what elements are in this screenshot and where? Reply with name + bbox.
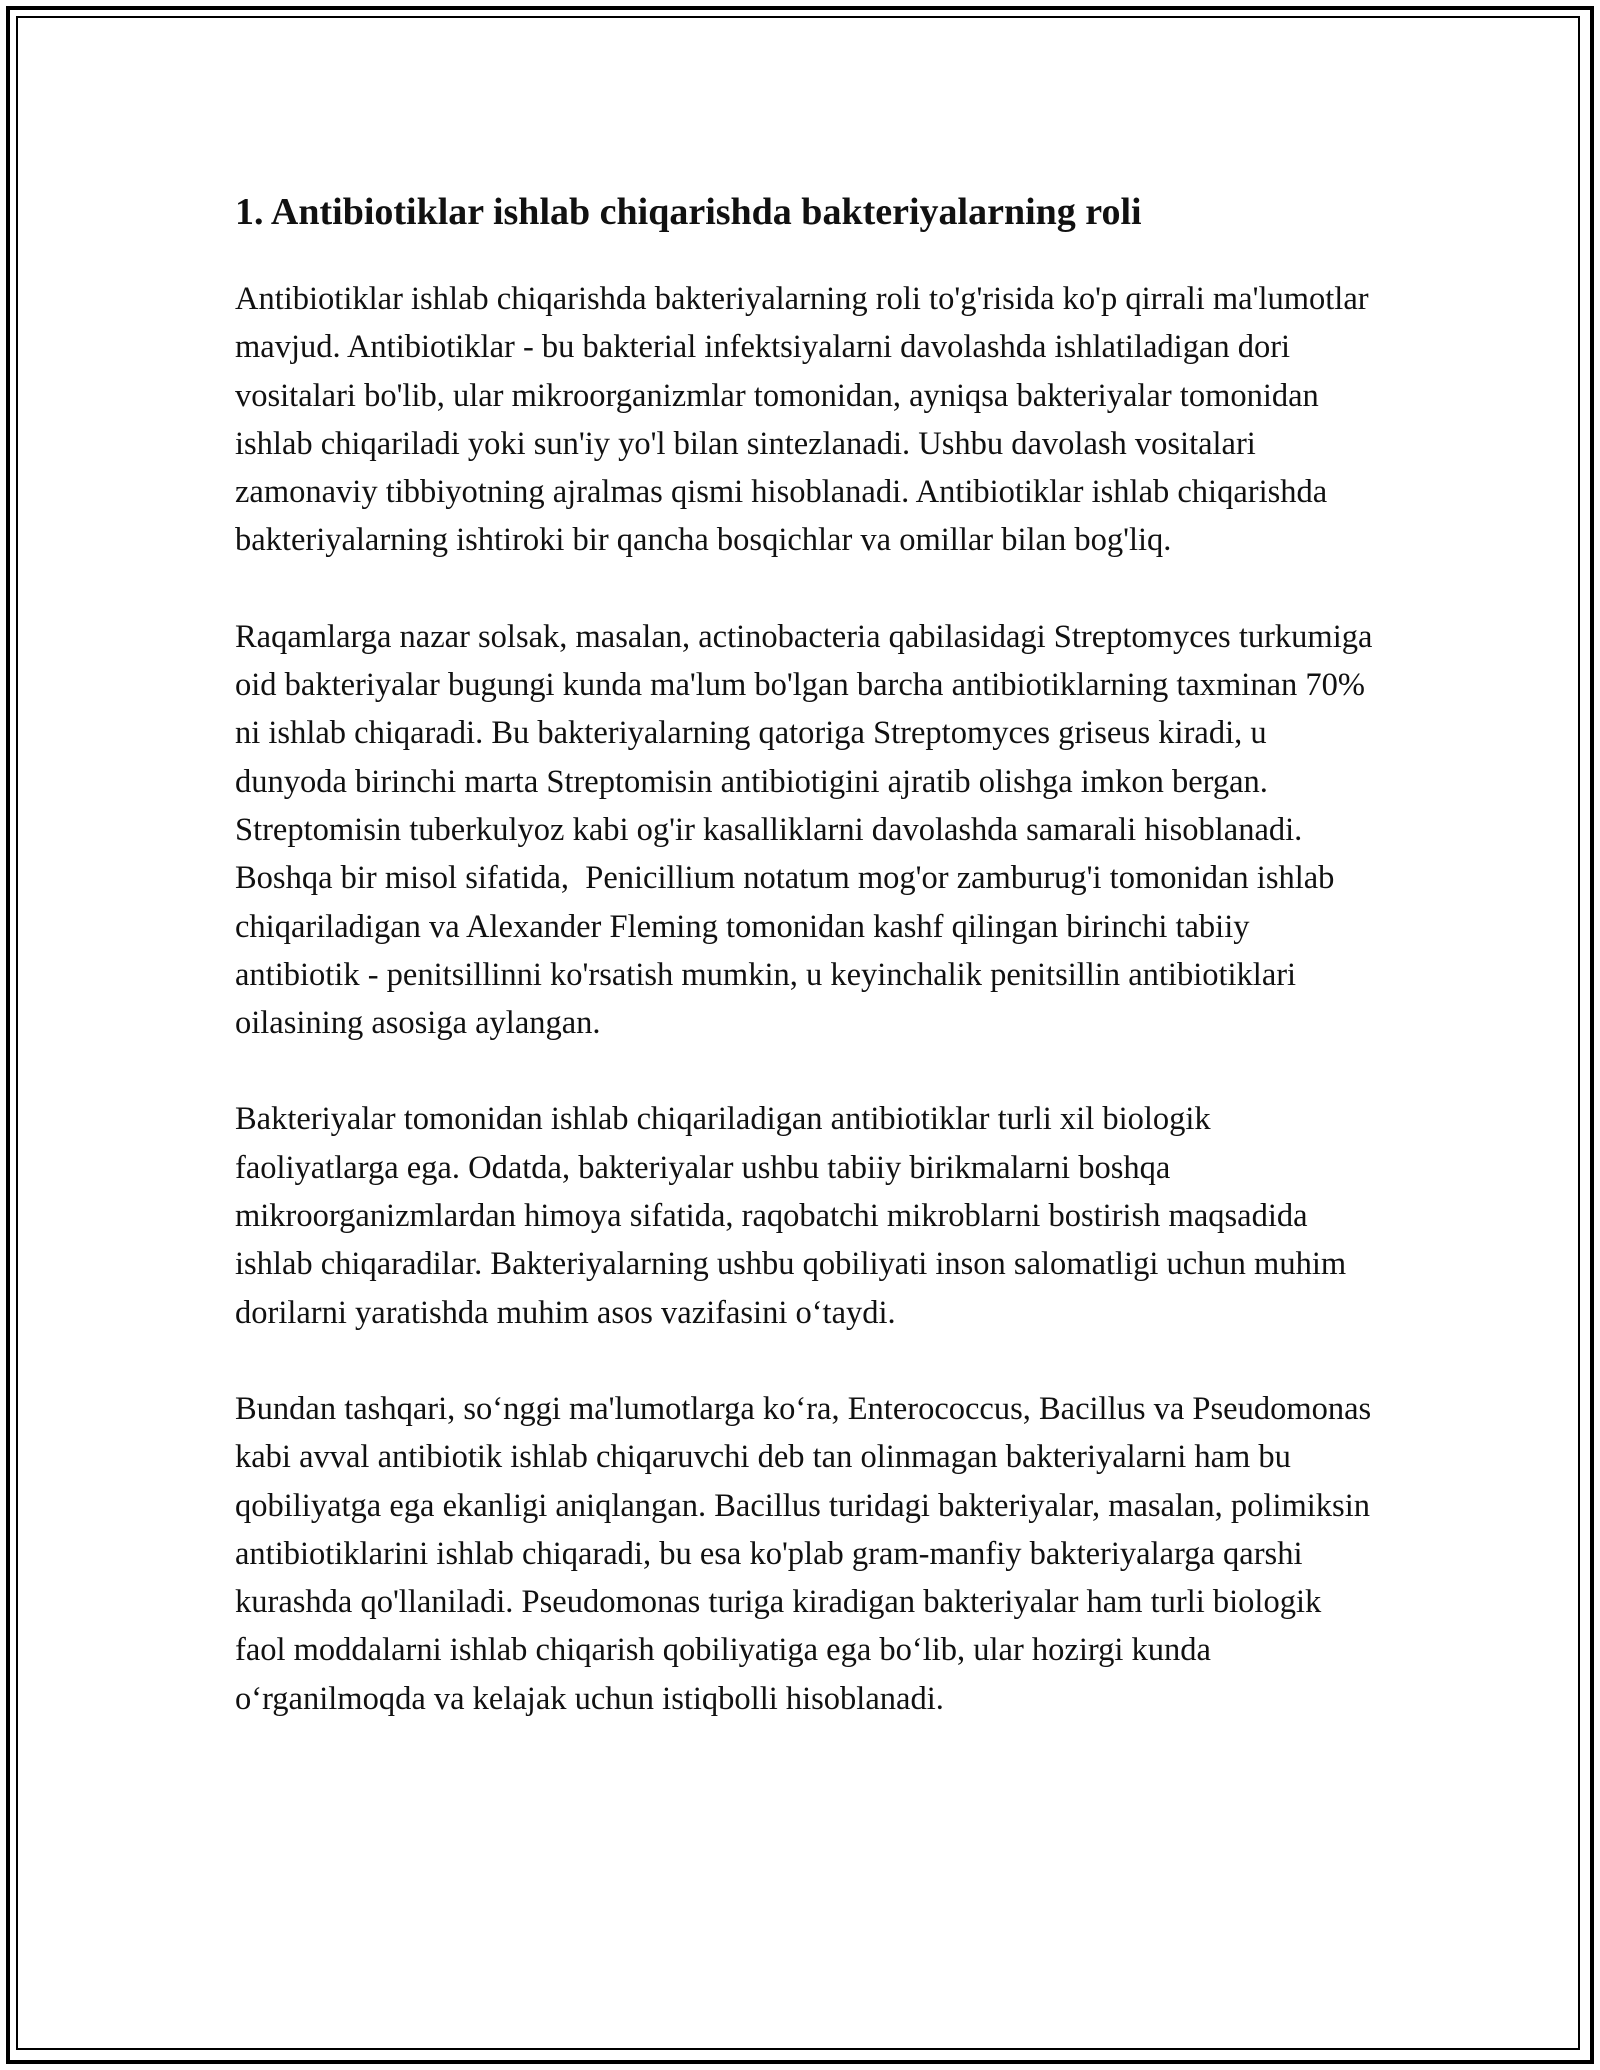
section-heading: 1. Antibiotiklar ishlab chiqarishda bakteriyalarning roli	[235, 191, 1142, 233]
paragraph-2: Raqamlarga nazar solsak, masalan, actinobacteria qabilasidagi Streptomyces turkumiga oid bakteriyalar bugungi kunda ma'lum bo'lgan barcha antibiotiklarning taxminan 70% ni ishlab chiqaradi. Bu bakteriyalarning qatoriga Streptomyces griseus kiradi, u dunyoda birinchi marta Streptomisin antibiotigini ajratib olishga imkon bergan. Streptomisin tuberkulyoz kabi og'ir kasalliklarni davolashda samarali hisoblanadi. Boshqa bir misol sifatida, Penicillium notatum mog'or zamburug'i tomonidan ishlab chiqariladigan va Alexander Fleming tomonidan kashf qilingan birinchi tabiiy antibiotik - penitsillinni ko'rsatish mumkin, u keyinchalik penitsillin antibiotiklari oilasining asosiga aylangan.	[235, 618, 1381, 1042]
document-body	[235, 183, 1381, 1723]
paragraph-1: Antibiotiklar ishlab chiqarishda bakteriyalarning roli to'g'risida ko'p qirrali ma'lumotlar mavjud. Antibiotiklar - bu bakterial infektsiyalarni davolashda ishlatiladigan dori vositalari bo'lib, ular mikroorganizmlar tomonidan, ayniqsa bakteriyalar tomonidan ishlab chiqariladi yoki sun'iy yo'l bilan sintezlanadi. Ushbu davolash vositalari zamonaviy tibbiyotning ajralmas qismi hisoblanadi. Antibiotiklar ishlab chiqarishda bakteriyalarning ishtiroki bir qancha bosqichlar va omillar bilan bog'liq.	[235, 281, 1377, 559]
paragraph-3: Bakteriyalar tomonidan ishlab chiqariladigan antibiotiklar turli xil biologik faoliyatlarga ega. Odatda, bakteriyalar ushbu tabiiy birikmalarni boshqa mikroorganizmlardan himoya sifatida, raqobatchi mikroblarni bostirish maqsadida ishlab chiqaradilar. Bakteriyalarning ushbu qobiliyati inson salomatligi uchun muhim dorilarni yaratishda muhim asos vazifasini o‘taydi.	[235, 1101, 1355, 1331]
paragraph-4: Bundan tashqari, so‘nggi ma'lumotlarga ko‘ra, Enterococcus, Bacillus va Pseudomonas kabi avval antibiotik ishlab chiqaruvchi deb tan olinmagan bakteriyalarni ham bu qobiliyatga ega ekanligi aniqlangan. Bacillus turidagi bakteriyalar, masalan, polimiksin antibiotiklarini ishlab chiqaradi, bu esa ko'plab gram-manfiy bakteriyalarga qarshi kurashda qo'llaniladi. Pseudomonas turiga kiradigan bakteriyalar ham turli biologik faol moddalarni ishlab chiqarish qobiliyatiga ega bo‘lib, ular hozirgi kunda o‘rganilmoqda va kelajak uchun istiqbolli hisoblanadi.	[235, 1390, 1380, 1717]
